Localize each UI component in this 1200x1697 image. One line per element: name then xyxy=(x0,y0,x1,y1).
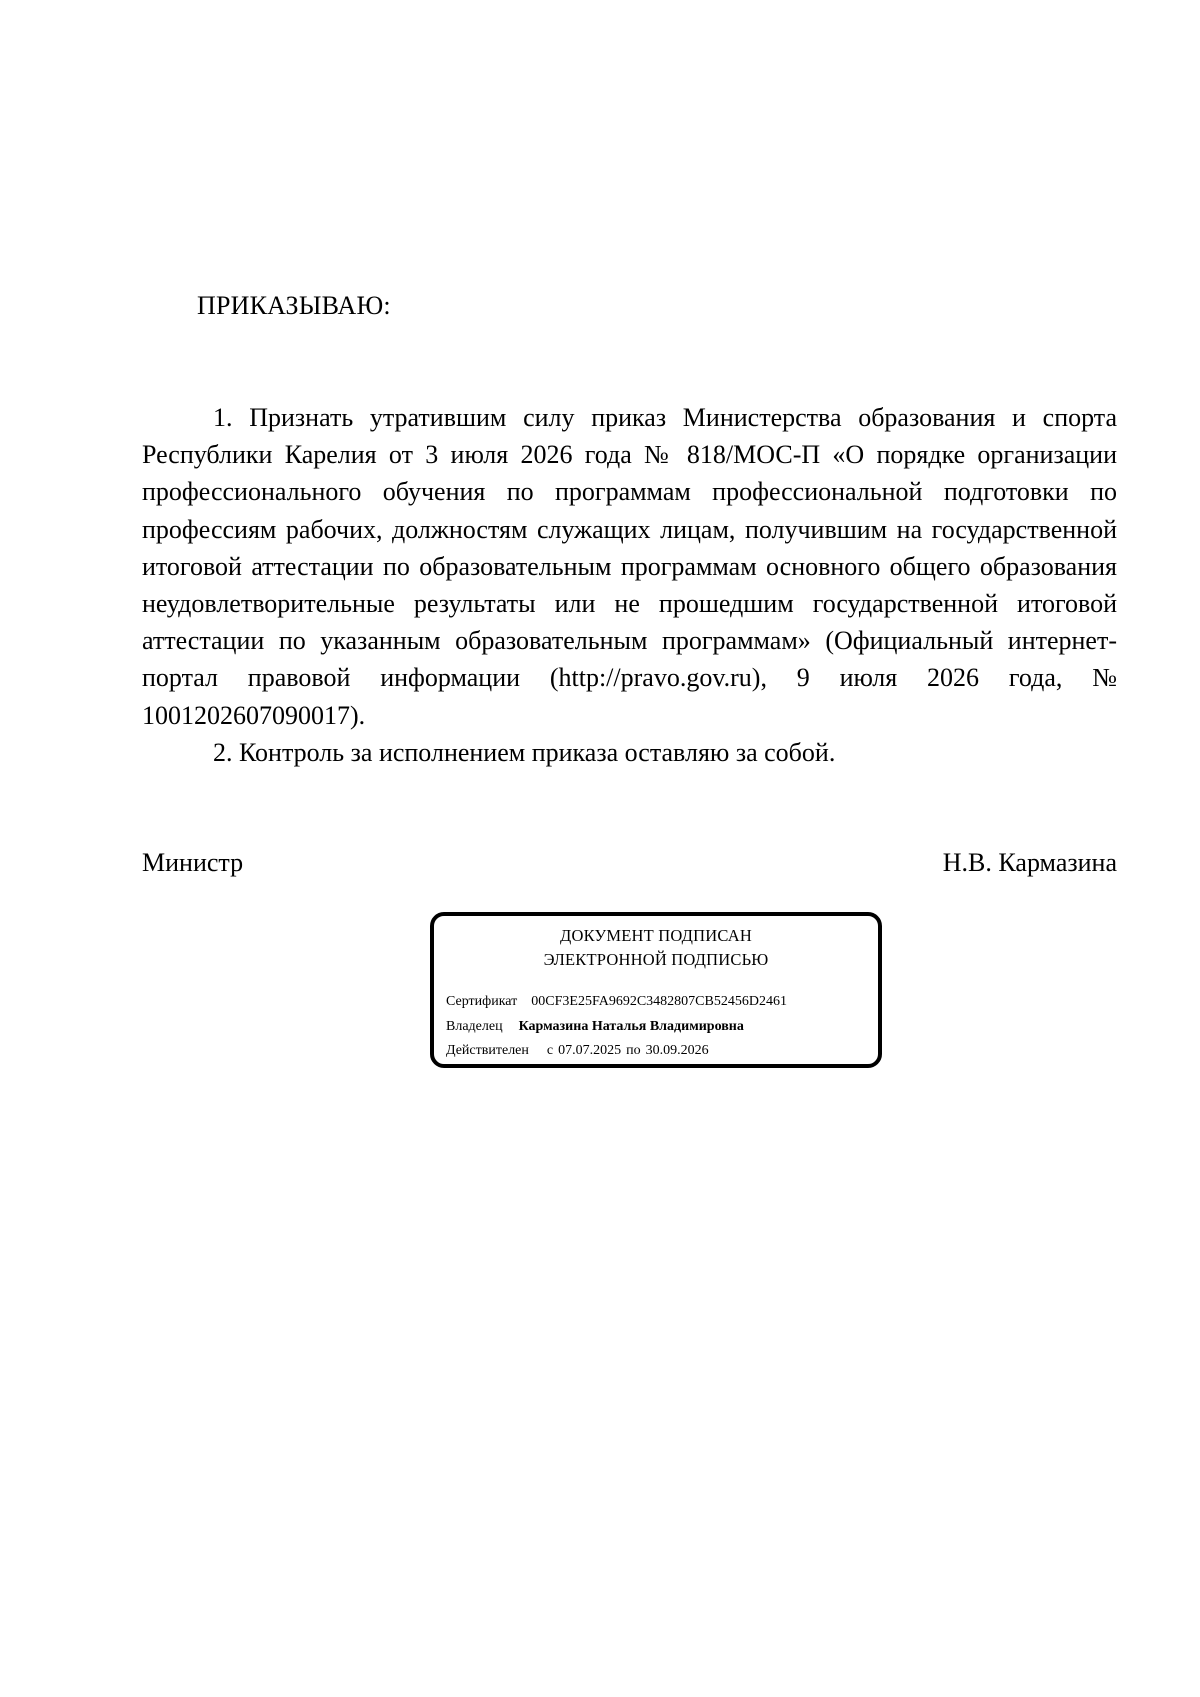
valid-to-date: 30.09.2026 xyxy=(645,1043,709,1058)
owner-label: Владелец xyxy=(446,1019,503,1034)
stamp-validity-row xyxy=(446,1042,709,1060)
order-body xyxy=(142,399,1117,771)
certificate-label: Сертификат xyxy=(446,994,518,1009)
signer-title: Министр xyxy=(142,848,244,877)
valid-from-word: с xyxy=(546,1043,554,1058)
valid-to-word: по xyxy=(626,1043,641,1058)
electronic-signature-stamp xyxy=(430,912,882,1068)
valid-label: Действителен xyxy=(446,1043,529,1058)
valid-from-date: 07.07.2025 xyxy=(558,1043,622,1058)
order-heading: ПРИКАЗЫВАЮ: xyxy=(197,291,391,320)
stamp-header-line-2: ЭЛЕКТРОННОЙ ПОДПИСЬЮ xyxy=(543,950,769,969)
order-item-1: 1. Признать утратившим силу приказ Министерства образования и спорта Республики Карелия от 3 июля 2026 года № 818/МОС-П «О порядке организации профессионального обучения по программам профессиональной подготовки по профессиям рабочих, должностям служащих лицам, получившим на государственной итоговой аттестации по образовательным программам основного общего образования неудовлетворительные результаты или не прошедшим государственной итоговой аттестации по указанным образовательным программам» (Официальный интернет-портал правовой информации (http://pravo.gov.ru), 9 июля 2026 года, № 1001202607090017). xyxy=(142,403,1117,730)
signer-name: Н.В. Кармазина xyxy=(942,848,1117,877)
stamp-owner-row xyxy=(446,1018,744,1036)
stamp-header xyxy=(434,924,878,972)
certificate-value: 00CF3E25FA9692C3482807CB52456D2461 xyxy=(531,994,787,1009)
order-item-2: 2. Контроль за исполнением приказа оставляю за собой. xyxy=(213,737,836,767)
stamp-header-line-1: ДОКУМЕНТ ПОДПИСАН xyxy=(560,926,752,945)
stamp-certificate-row xyxy=(446,993,787,1011)
owner-value: Кармазина Наталья Владимировна xyxy=(518,1019,744,1034)
